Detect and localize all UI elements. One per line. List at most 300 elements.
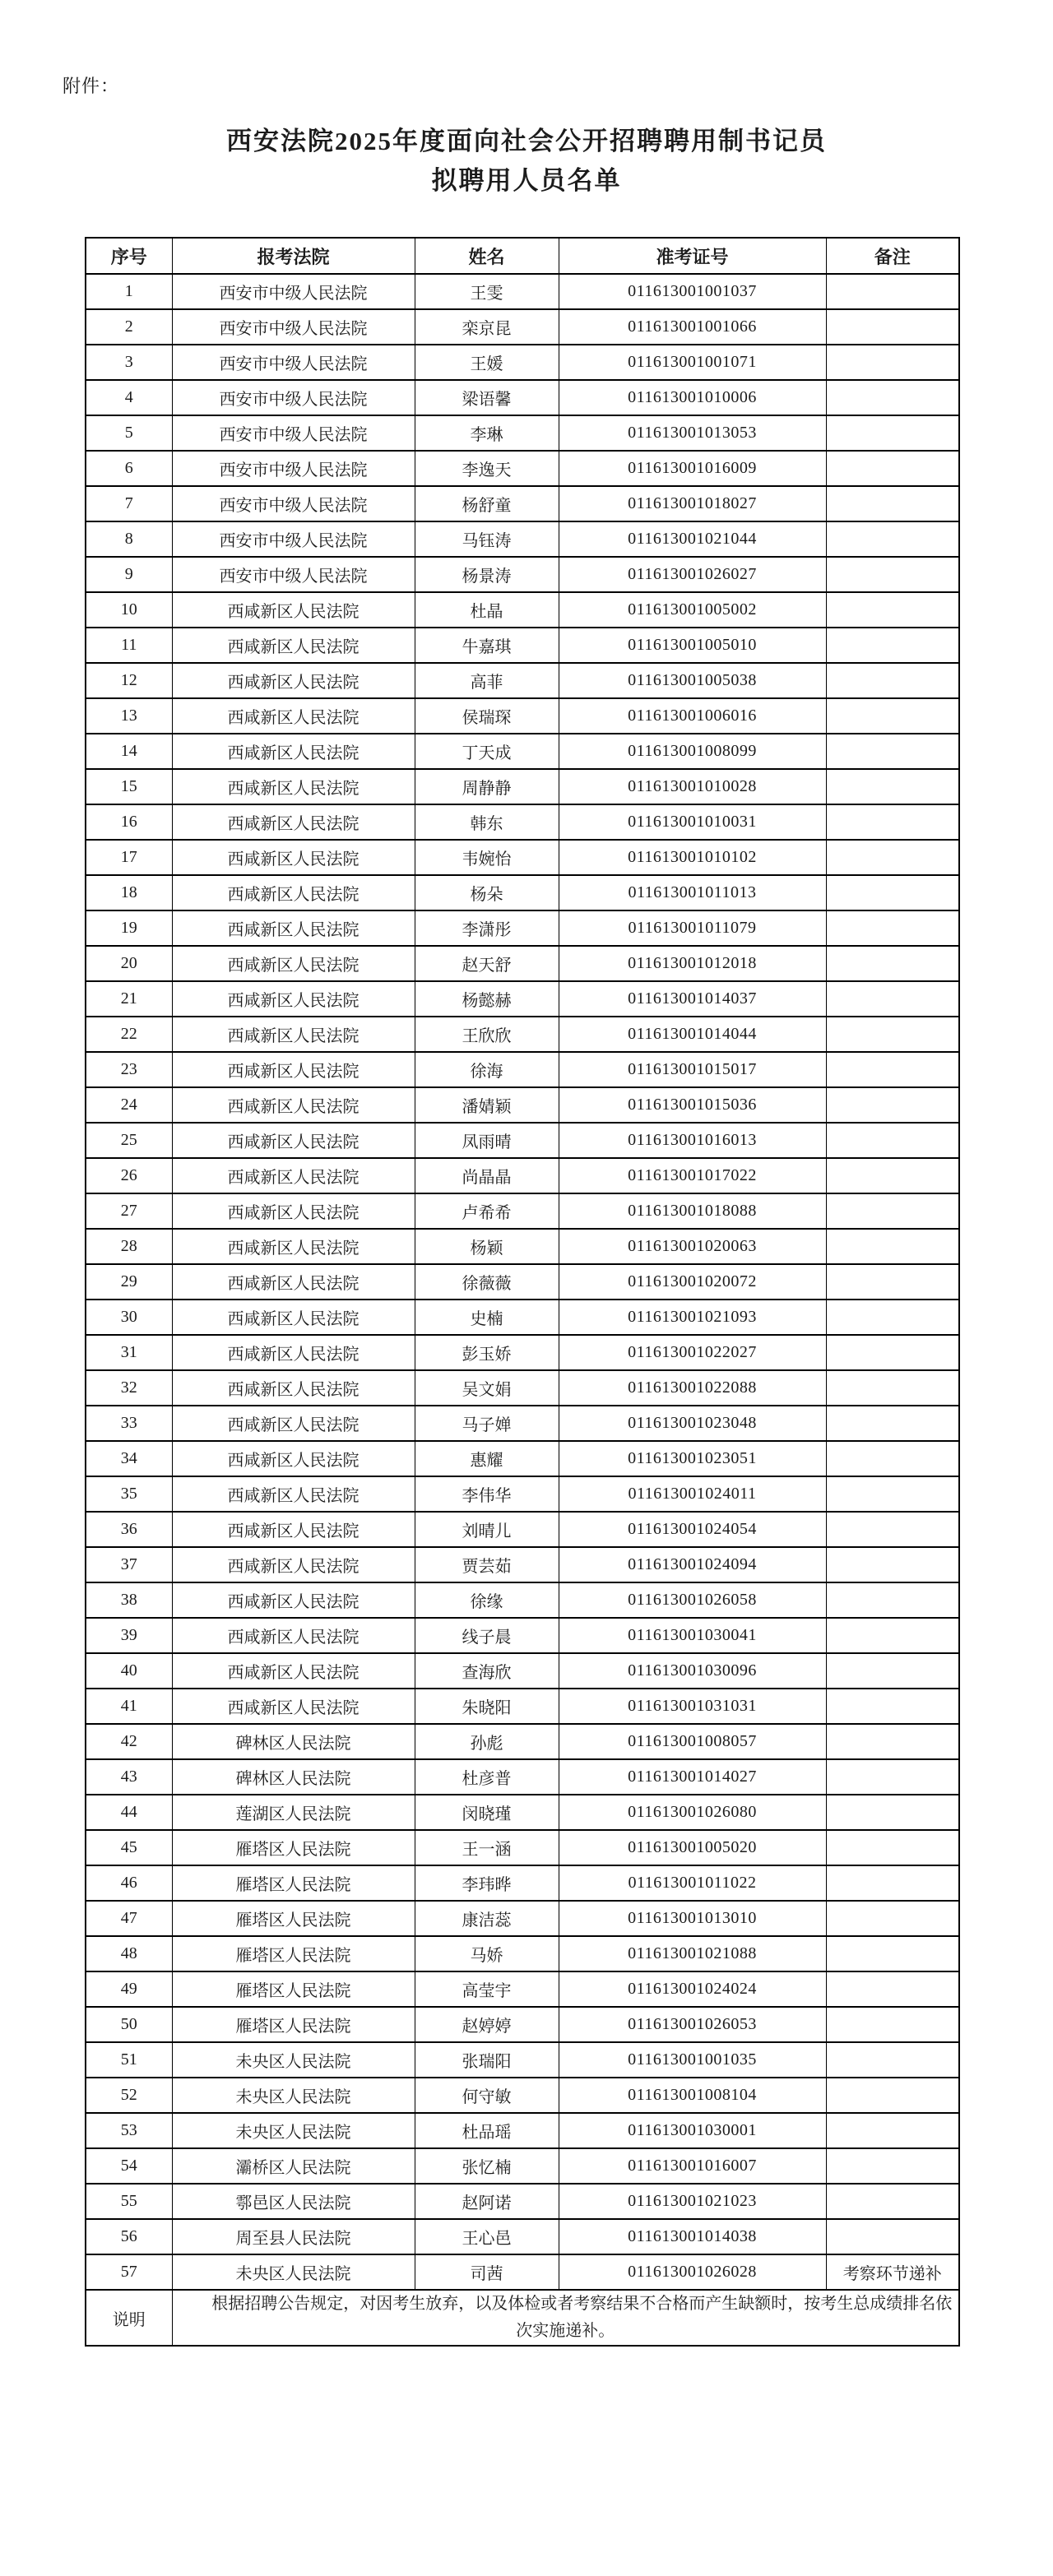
- table-row: [86, 1759, 959, 1795]
- cell-ticket: 011613001031031: [559, 1689, 826, 1724]
- cell-ticket: 011613001026027: [559, 557, 826, 592]
- table-row: [86, 380, 959, 415]
- cell-name: 惠耀: [415, 1441, 559, 1476]
- cell-ticket: 011613001014037: [559, 981, 826, 1017]
- table-row: [86, 1052, 959, 1087]
- cell-remark: [826, 1335, 959, 1370]
- cell-name: 史楠: [415, 1300, 559, 1335]
- cell-name: 王欣欣: [415, 1017, 559, 1052]
- cell-remark: [826, 1017, 959, 1052]
- cell-no: 26: [86, 1158, 172, 1193]
- cell-no: 52: [86, 2078, 172, 2113]
- cell-name: 牛嘉琪: [415, 628, 559, 663]
- cell-no: 15: [86, 769, 172, 804]
- cell-remark: [826, 1264, 959, 1300]
- table-row: [86, 1547, 959, 1582]
- cell-name: 王媛: [415, 345, 559, 380]
- cell-remark: [826, 1795, 959, 1830]
- cell-remark: [826, 451, 959, 486]
- cell-remark: [826, 274, 959, 309]
- table-row: [86, 1370, 959, 1406]
- cell-ticket: 011613001005038: [559, 663, 826, 698]
- cell-court: 西咸新区人民法院: [172, 1618, 415, 1653]
- cell-court: 雁塔区人民法院: [172, 1936, 415, 1971]
- cell-remark: [826, 946, 959, 981]
- cell-name: 杜晶: [415, 592, 559, 628]
- cell-ticket: 011613001008057: [559, 1724, 826, 1759]
- cell-court: 灞桥区人民法院: [172, 2148, 415, 2184]
- cell-name: 赵婷婷: [415, 2007, 559, 2042]
- cell-court: 碑林区人民法院: [172, 1759, 415, 1795]
- header-remark: 备注: [826, 238, 959, 274]
- cell-no: 34: [86, 1441, 172, 1476]
- header-name: 姓名: [415, 238, 559, 274]
- title-line-2: 拟聘用人员名单: [431, 166, 622, 196]
- cell-court: 西咸新区人民法院: [172, 628, 415, 663]
- table-row: [86, 1264, 959, 1300]
- cell-ticket: 011613001012018: [559, 946, 826, 981]
- table-row: [86, 592, 959, 628]
- cell-remark: [826, 557, 959, 592]
- cell-court: 西咸新区人民法院: [172, 1017, 415, 1052]
- table-row: [86, 2184, 959, 2219]
- cell-ticket: 011613001016007: [559, 2148, 826, 2184]
- cell-ticket: 011613001024054: [559, 1512, 826, 1547]
- table-row: [86, 734, 959, 769]
- table-note-section: [86, 2290, 959, 2346]
- cell-remark: [826, 1901, 959, 1936]
- attachment-label: 附件：: [63, 76, 120, 96]
- cell-court: 西咸新区人民法院: [172, 1052, 415, 1087]
- cell-ticket: 011613001008099: [559, 734, 826, 769]
- cell-name: 侯瑞琛: [415, 698, 559, 734]
- table-row: [86, 698, 959, 734]
- cell-name: 高莹宇: [415, 1971, 559, 2007]
- cell-name: 吴文娟: [415, 1370, 559, 1406]
- cell-remark: [826, 840, 959, 875]
- cell-court: 西安市中级人民法院: [172, 486, 415, 521]
- cell-court: 雁塔区人民法院: [172, 1901, 415, 1936]
- cell-no: 39: [86, 1618, 172, 1653]
- table-row: [86, 557, 959, 592]
- cell-ticket: 011613001010028: [559, 769, 826, 804]
- table-row: [86, 1406, 959, 1441]
- cell-remark: [826, 1689, 959, 1724]
- cell-court: 西咸新区人民法院: [172, 663, 415, 698]
- cell-remark: [826, 1865, 959, 1901]
- header-ticket-number: 准考证号: [559, 238, 826, 274]
- cell-no: 37: [86, 1547, 172, 1582]
- cell-remark: [826, 2113, 959, 2148]
- cell-remark: [826, 1547, 959, 1582]
- cell-court: 周至县人民法院: [172, 2219, 415, 2254]
- cell-name: 马子婵: [415, 1406, 559, 1441]
- table-row: [86, 1158, 959, 1193]
- cell-no: 28: [86, 1229, 172, 1264]
- cell-no: 36: [86, 1512, 172, 1547]
- table-row: [86, 1865, 959, 1901]
- cell-name: 高菲: [415, 663, 559, 698]
- table-row: [86, 1017, 959, 1052]
- cell-ticket: 011613001030001: [559, 2113, 826, 2148]
- cell-ticket: 011613001010006: [559, 380, 826, 415]
- cell-remark: [826, 1406, 959, 1441]
- cell-ticket: 011613001016009: [559, 451, 826, 486]
- cell-no: 31: [86, 1335, 172, 1370]
- cell-court: 未央区人民法院: [172, 2078, 415, 2113]
- cell-remark: 考察环节递补: [826, 2254, 959, 2290]
- cell-court: 西咸新区人民法院: [172, 1689, 415, 1724]
- cell-name: 李逸天: [415, 451, 559, 486]
- cell-name: 彭玉娇: [415, 1335, 559, 1370]
- cell-court: 西咸新区人民法院: [172, 1441, 415, 1476]
- table-row: [86, 2254, 959, 2290]
- cell-name: 周静静: [415, 769, 559, 804]
- cell-remark: [826, 1193, 959, 1229]
- cell-no: 44: [86, 1795, 172, 1830]
- cell-no: 46: [86, 1865, 172, 1901]
- cell-name: 朱晓阳: [415, 1689, 559, 1724]
- cell-ticket: 011613001001035: [559, 2042, 826, 2078]
- cell-name: 李伟华: [415, 1476, 559, 1512]
- table-row: [86, 274, 959, 309]
- table-row: [86, 1441, 959, 1476]
- cell-ticket: 011613001020063: [559, 1229, 826, 1264]
- table-row: [86, 521, 959, 557]
- cell-no: 30: [86, 1300, 172, 1335]
- cell-court: 西咸新区人民法院: [172, 1406, 415, 1441]
- cell-ticket: 011613001021044: [559, 521, 826, 557]
- cell-court: 西咸新区人民法院: [172, 1582, 415, 1618]
- cell-court: 西咸新区人民法院: [172, 1653, 415, 1689]
- cell-court: 西咸新区人民法院: [172, 1158, 415, 1193]
- cell-remark: [826, 769, 959, 804]
- cell-remark: [826, 734, 959, 769]
- cell-court: 西咸新区人民法院: [172, 1547, 415, 1582]
- table-row: [86, 1087, 959, 1123]
- cell-no: 50: [86, 2007, 172, 2042]
- cell-name: 韩东: [415, 804, 559, 840]
- cell-court: 西咸新区人民法院: [172, 910, 415, 946]
- cell-ticket: 011613001021093: [559, 1300, 826, 1335]
- cell-no: 54: [86, 2148, 172, 2184]
- cell-ticket: 011613001026080: [559, 1795, 826, 1830]
- table-row: [86, 1582, 959, 1618]
- cell-court: 西安市中级人民法院: [172, 557, 415, 592]
- cell-name: 李琳: [415, 415, 559, 451]
- table-header: [86, 238, 959, 274]
- table-row: [86, 769, 959, 804]
- table-row: [86, 1229, 959, 1264]
- cell-court: 雁塔区人民法院: [172, 1865, 415, 1901]
- cell-ticket: 011613001014038: [559, 2219, 826, 2254]
- cell-remark: [826, 1936, 959, 1971]
- cell-name: 闵晓瑾: [415, 1795, 559, 1830]
- table-row: [86, 1901, 959, 1936]
- cell-court: 西安市中级人民法院: [172, 345, 415, 380]
- cell-remark: [826, 910, 959, 946]
- table-row: [86, 1476, 959, 1512]
- table-row: [86, 451, 959, 486]
- cell-ticket: 011613001018088: [559, 1193, 826, 1229]
- cell-remark: [826, 663, 959, 698]
- cell-no: 43: [86, 1759, 172, 1795]
- header-row: [86, 238, 959, 274]
- cell-remark: [826, 1229, 959, 1264]
- cell-ticket: 011613001011013: [559, 875, 826, 910]
- cell-court: 雁塔区人民法院: [172, 1971, 415, 2007]
- cell-court: 西安市中级人民法院: [172, 274, 415, 309]
- cell-remark: [826, 2184, 959, 2219]
- cell-court: 西安市中级人民法院: [172, 380, 415, 415]
- cell-no: 4: [86, 380, 172, 415]
- cell-court: 碑林区人民法院: [172, 1724, 415, 1759]
- cell-no: 1: [86, 274, 172, 309]
- table-row: [86, 840, 959, 875]
- cell-no: 23: [86, 1052, 172, 1087]
- cell-remark: [826, 1123, 959, 1158]
- cell-ticket: 011613001020072: [559, 1264, 826, 1300]
- cell-no: 25: [86, 1123, 172, 1158]
- cell-no: 17: [86, 840, 172, 875]
- cell-no: 18: [86, 875, 172, 910]
- cell-name: 徐缘: [415, 1582, 559, 1618]
- cell-court: 西咸新区人民法院: [172, 1264, 415, 1300]
- cell-court: 未央区人民法院: [172, 2254, 415, 2290]
- cell-name: 康洁蕊: [415, 1901, 559, 1936]
- table-row: [86, 486, 959, 521]
- cell-no: 40: [86, 1653, 172, 1689]
- cell-court: 西咸新区人民法院: [172, 1512, 415, 1547]
- table-row: [86, 1724, 959, 1759]
- cell-name: 何守敏: [415, 2078, 559, 2113]
- cell-name: 李玮晔: [415, 1865, 559, 1901]
- cell-ticket: 011613001010031: [559, 804, 826, 840]
- cell-court: 西咸新区人民法院: [172, 1229, 415, 1264]
- cell-no: 53: [86, 2113, 172, 2148]
- cell-court: 西咸新区人民法院: [172, 981, 415, 1017]
- cell-court: 西咸新区人民法院: [172, 1300, 415, 1335]
- cell-remark: [826, 1300, 959, 1335]
- cell-court: 西安市中级人民法院: [172, 521, 415, 557]
- cell-name: 杨舒童: [415, 486, 559, 521]
- cell-name: 徐薇薇: [415, 1264, 559, 1300]
- cell-name: 徐海: [415, 1052, 559, 1087]
- header-court: 报考法院: [172, 238, 415, 274]
- cell-remark: [826, 1582, 959, 1618]
- cell-name: 丁天成: [415, 734, 559, 769]
- table-row: [86, 415, 959, 451]
- cell-ticket: 011613001022027: [559, 1335, 826, 1370]
- cell-no: 16: [86, 804, 172, 840]
- table-row: [86, 1123, 959, 1158]
- cell-name: 栾京昆: [415, 309, 559, 345]
- cell-no: 14: [86, 734, 172, 769]
- cell-no: 6: [86, 451, 172, 486]
- table-row: [86, 1512, 959, 1547]
- cell-ticket: 011613001023051: [559, 1441, 826, 1476]
- table-row: [86, 1830, 959, 1865]
- cell-ticket: 011613001005010: [559, 628, 826, 663]
- title-line-1: 西安法院2025年度面向社会公开招聘聘用制书记员: [226, 127, 827, 155]
- table-row: [86, 1689, 959, 1724]
- cell-name: 张忆楠: [415, 2148, 559, 2184]
- cell-ticket: 011613001030041: [559, 1618, 826, 1653]
- table-row: [86, 2078, 959, 2113]
- cell-no: 38: [86, 1582, 172, 1618]
- table-row: [86, 2113, 959, 2148]
- cell-name: 梁语馨: [415, 380, 559, 415]
- cell-ticket: 011613001006016: [559, 698, 826, 734]
- cell-remark: [826, 1653, 959, 1689]
- cell-name: 张瑞阳: [415, 2042, 559, 2078]
- cell-no: 41: [86, 1689, 172, 1724]
- cell-no: 7: [86, 486, 172, 521]
- cell-no: 48: [86, 1936, 172, 1971]
- table-row: [86, 2219, 959, 2254]
- cell-remark: [826, 1618, 959, 1653]
- table-row: [86, 1653, 959, 1689]
- cell-no: 5: [86, 415, 172, 451]
- cell-court: 西咸新区人民法院: [172, 698, 415, 734]
- cell-name: 韦婉怡: [415, 840, 559, 875]
- cell-court: 西咸新区人民法院: [172, 1370, 415, 1406]
- cell-no: 11: [86, 628, 172, 663]
- cell-court: 西咸新区人民法院: [172, 1476, 415, 1512]
- cell-no: 57: [86, 2254, 172, 2290]
- cell-ticket: 011613001001066: [559, 309, 826, 345]
- cell-court: 西咸新区人民法院: [172, 875, 415, 910]
- cell-remark: [826, 875, 959, 910]
- cell-remark: [826, 1476, 959, 1512]
- table-body: [86, 274, 959, 2290]
- cell-court: 雁塔区人民法院: [172, 2007, 415, 2042]
- cell-remark: [826, 521, 959, 557]
- cell-remark: [826, 2007, 959, 2042]
- cell-remark: [826, 1441, 959, 1476]
- cell-ticket: 011613001017022: [559, 1158, 826, 1193]
- cell-name: 李潇彤: [415, 910, 559, 946]
- cell-remark: [826, 345, 959, 380]
- cell-no: 49: [86, 1971, 172, 2007]
- cell-court: 鄠邑区人民法院: [172, 2184, 415, 2219]
- cell-name: 赵阿诺: [415, 2184, 559, 2219]
- cell-ticket: 011613001008104: [559, 2078, 826, 2113]
- cell-court: 西咸新区人民法院: [172, 734, 415, 769]
- cell-court: 西咸新区人民法院: [172, 1335, 415, 1370]
- cell-name: 线子晨: [415, 1618, 559, 1653]
- cell-ticket: 011613001011079: [559, 910, 826, 946]
- cell-name: 王心邑: [415, 2219, 559, 2254]
- cell-remark: [826, 486, 959, 521]
- cell-court: 西咸新区人民法院: [172, 946, 415, 981]
- cell-no: 3: [86, 345, 172, 380]
- cell-name: 赵天舒: [415, 946, 559, 981]
- table-row: [86, 345, 959, 380]
- cell-court: 西咸新区人民法院: [172, 769, 415, 804]
- cell-ticket: 011613001026028: [559, 2254, 826, 2290]
- hired-personnel-table: [85, 237, 960, 2347]
- cell-remark: [826, 698, 959, 734]
- cell-name: 杜彦普: [415, 1759, 559, 1795]
- cell-court: 西安市中级人民法院: [172, 451, 415, 486]
- cell-remark: [826, 2078, 959, 2113]
- cell-no: 42: [86, 1724, 172, 1759]
- cell-remark: [826, 415, 959, 451]
- cell-ticket: 011613001022088: [559, 1370, 826, 1406]
- cell-court: 莲湖区人民法院: [172, 1795, 415, 1830]
- cell-remark: [826, 1759, 959, 1795]
- cell-name: 尚晶晶: [415, 1158, 559, 1193]
- table-row: [86, 2148, 959, 2184]
- cell-ticket: 011613001011022: [559, 1865, 826, 1901]
- cell-no: 56: [86, 2219, 172, 2254]
- cell-remark: [826, 1370, 959, 1406]
- cell-ticket: 011613001001037: [559, 274, 826, 309]
- cell-name: 孙彪: [415, 1724, 559, 1759]
- cell-remark: [826, 981, 959, 1017]
- table-row: [86, 1300, 959, 1335]
- table-row: [86, 804, 959, 840]
- cell-remark: [826, 1830, 959, 1865]
- cell-ticket: 011613001024094: [559, 1547, 826, 1582]
- cell-court: 未央区人民法院: [172, 2113, 415, 2148]
- cell-name: 凤雨晴: [415, 1123, 559, 1158]
- cell-ticket: 011613001026058: [559, 1582, 826, 1618]
- cell-no: 55: [86, 2184, 172, 2219]
- cell-name: 查海欣: [415, 1653, 559, 1689]
- note-text: 根据招聘公告规定，对因考生放弃，以及体检或者考察结果不合格而产生缺额时，按考生总成绩排名依次实施递补。: [172, 2290, 959, 2346]
- cell-no: 51: [86, 2042, 172, 2078]
- cell-no: 13: [86, 698, 172, 734]
- cell-no: 21: [86, 981, 172, 1017]
- table-row: [86, 309, 959, 345]
- cell-court: 西咸新区人民法院: [172, 804, 415, 840]
- cell-ticket: 011613001014027: [559, 1759, 826, 1795]
- cell-ticket: 011613001024011: [559, 1476, 826, 1512]
- cell-remark: [826, 2148, 959, 2184]
- note-row: [86, 2290, 959, 2346]
- cell-remark: [826, 1724, 959, 1759]
- cell-no: 45: [86, 1830, 172, 1865]
- cell-name: 贾芸茹: [415, 1547, 559, 1582]
- cell-remark: [826, 309, 959, 345]
- cell-no: 47: [86, 1901, 172, 1936]
- cell-no: 33: [86, 1406, 172, 1441]
- cell-remark: [826, 1158, 959, 1193]
- cell-court: 未央区人民法院: [172, 2042, 415, 2078]
- cell-court: 西咸新区人民法院: [172, 1123, 415, 1158]
- cell-ticket: 011613001001071: [559, 345, 826, 380]
- cell-name: 刘晴儿: [415, 1512, 559, 1547]
- table-row: [86, 981, 959, 1017]
- table-row: [86, 1193, 959, 1229]
- cell-ticket: 011613001015017: [559, 1052, 826, 1087]
- cell-court: 西安市中级人民法院: [172, 309, 415, 345]
- cell-name: 杨颖: [415, 1229, 559, 1264]
- cell-name: 王一涵: [415, 1830, 559, 1865]
- cell-remark: [826, 380, 959, 415]
- cell-ticket: 011613001026053: [559, 2007, 826, 2042]
- cell-no: 32: [86, 1370, 172, 1406]
- cell-no: 35: [86, 1476, 172, 1512]
- cell-ticket: 011613001013053: [559, 415, 826, 451]
- cell-no: 27: [86, 1193, 172, 1229]
- cell-remark: [826, 1052, 959, 1087]
- cell-remark: [826, 1512, 959, 1547]
- cell-court: 雁塔区人民法院: [172, 1830, 415, 1865]
- table-row: [86, 1335, 959, 1370]
